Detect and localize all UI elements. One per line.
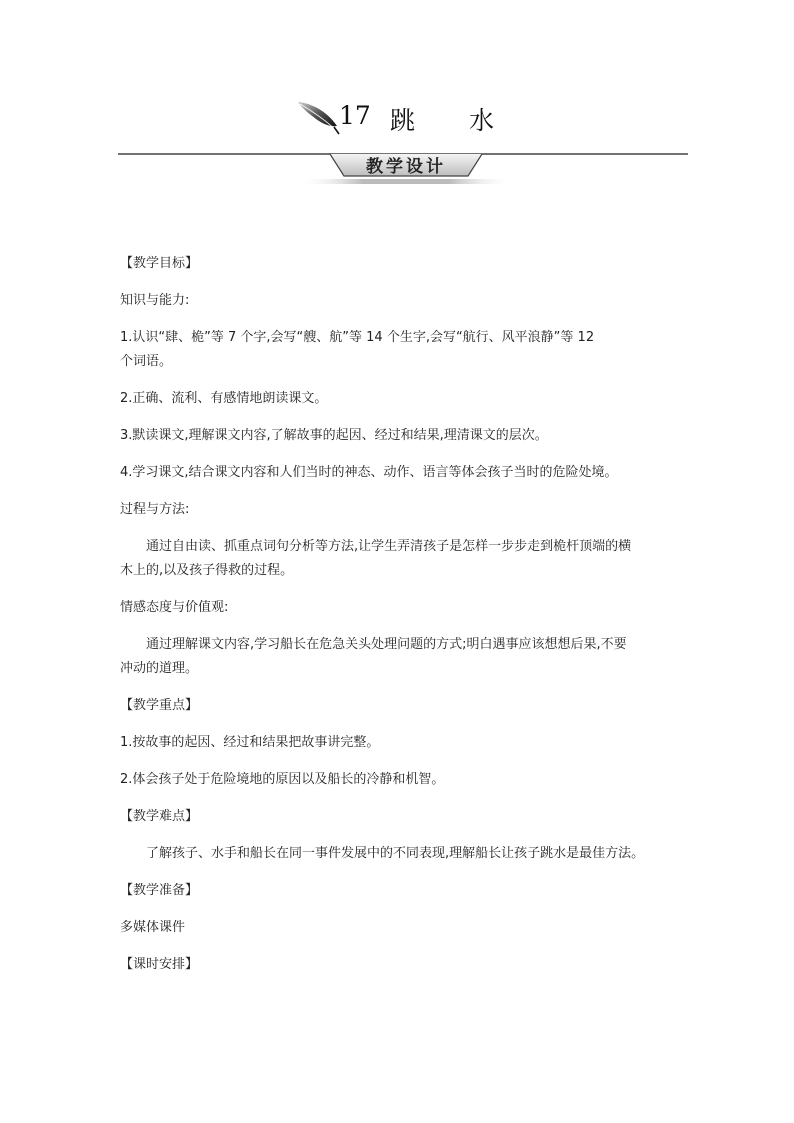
lesson-body (120, 252, 676, 977)
emotion-text-line-2: 冲动的道理。 (120, 661, 199, 676)
knowledge-item-1-line-2: 个词语。 (120, 354, 173, 369)
difficulty-heading: 【教学难点】 (120, 809, 199, 824)
knowledge-item-1-line-1: 1.认识“肆、桅”等 7 个字,会写“艘、航”等 14 个生字,会写“航行、风平浪静”等 12 (120, 330, 595, 345)
banner-label: 教学设计 (366, 157, 446, 177)
difficulty-text: 了解孩子、水手和船长在同一事件发展中的不同表现,理解船长让孩子跳水是最佳方法。 (146, 846, 645, 861)
process-label: 过程与方法: (120, 502, 190, 517)
feather-icon (296, 100, 340, 136)
title-char-1: 跳 (390, 106, 416, 135)
key-point-1: 1.按故事的起因、经过和结果把故事讲完整。 (120, 735, 380, 750)
knowledge-item-4: 4.学习课文,结合课文内容和人们当时的神态、动作、语言等体会孩子当时的危险处境。 (120, 465, 618, 480)
process-text-line-2: 木上的,以及孩子得救的过程。 (120, 563, 294, 578)
section-banner (118, 148, 688, 190)
emotion-text-line-1: 通过理解课文内容,学习船长在危急关头处理问题的方式;明白遇事应该想想后果,不要 (146, 637, 627, 652)
preparation-heading: 【教学准备】 (120, 883, 199, 898)
process-text-line-1: 通过自由读、抓重点词句分析等方法,让学生弄清孩子是怎样一步步走到桅杆顶端的横 (146, 539, 632, 554)
key-point-2: 2.体会孩子处于危险境地的原因以及船长的冷静和机智。 (120, 772, 445, 787)
key-points-heading: 【教学重点】 (120, 698, 199, 713)
goal-heading: 【教学目标】 (120, 256, 199, 271)
knowledge-item-2: 2.正确、流利、有感情地朗读课文。 (120, 391, 328, 406)
schedule-heading: 【课时安排】 (120, 957, 199, 972)
emotion-label: 情感态度与价值观: (120, 600, 229, 615)
lesson-title (0, 100, 794, 144)
preparation-text: 多媒体课件 (120, 920, 186, 935)
knowledge-label: 知识与能力: (120, 293, 190, 308)
knowledge-item-3: 3.默读课文,理解课文内容,了解故事的起因、经过和结果,理清课文的层次。 (120, 428, 548, 443)
title-char-2: 水 (469, 106, 495, 135)
lesson-number: 17 (339, 101, 371, 130)
